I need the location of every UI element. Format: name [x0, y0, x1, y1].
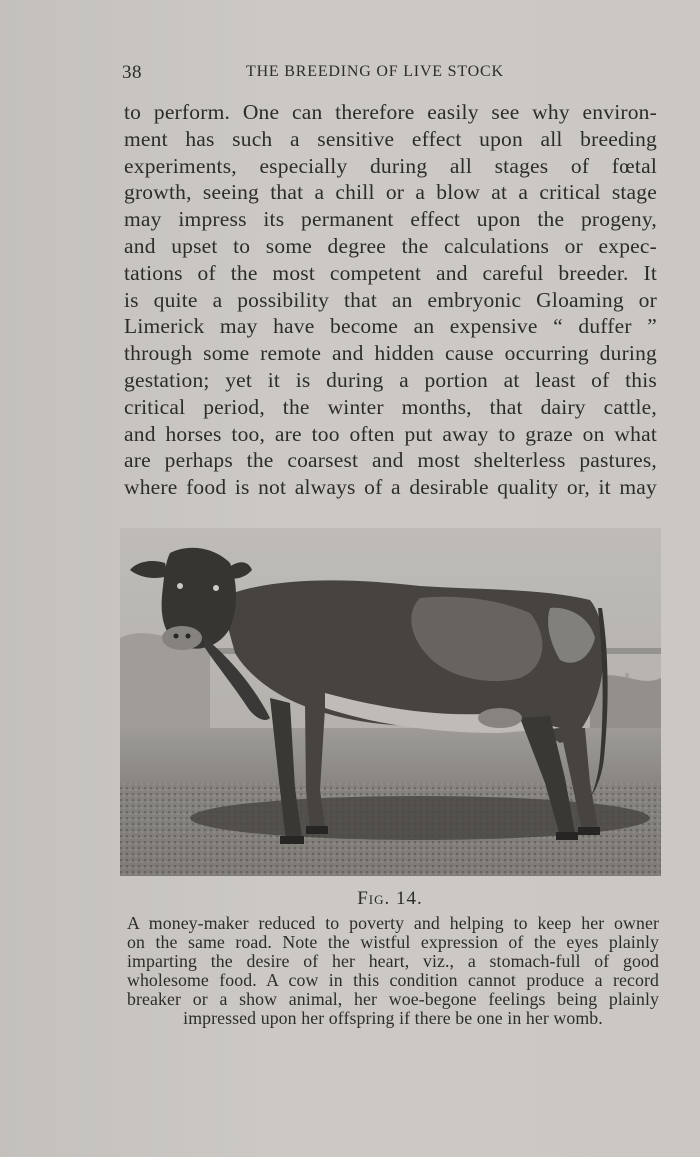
body-line: to perform. One can therefore easily see why environ- — [124, 100, 657, 124]
caption-line: A money-maker reduced to poverty and helping to keep her owner — [127, 913, 659, 933]
body-line: gestation; yet it is during a portion at least of this — [124, 367, 657, 392]
photo-illustration — [120, 528, 661, 876]
body-line: through some remote and hidden cause occurring during — [124, 341, 657, 366]
body-line: growth, seeing that a chill or a blow at a critical stage — [124, 180, 657, 205]
body-line: and upset to some degree the calculations or expec- — [124, 233, 657, 258]
body-paragraph — [124, 99, 657, 501]
body-line: experiments, especially during all stages of fœtal — [124, 153, 657, 178]
figure-label: Fig. 14. — [357, 888, 423, 909]
figure-caption — [127, 914, 659, 1028]
page-header — [122, 62, 658, 86]
caption-line: imparting the desire of her heart, viz., a stomach-full of good — [127, 951, 659, 971]
body-line: is quite a possibility that an embryonic Gloaming or — [124, 287, 657, 312]
body-line: tations of the most competent and careful breeder. It — [124, 260, 657, 285]
caption-line: wholesome food. A cow in this condition cannot produce a record — [127, 970, 659, 990]
body-line: ment has such a sensitive effect upon all breeding — [124, 126, 657, 151]
body-line: critical period, the winter months, that dairy cattle, — [124, 394, 657, 419]
running-title: THE BREEDING OF LIVE STOCK — [246, 63, 504, 80]
caption-line: on the same road. Note the wistful expression of the eyes plainly — [127, 932, 659, 952]
body-line: where food is not always of a desirable quality or, it may — [124, 475, 657, 500]
page-number: 38 — [122, 62, 142, 83]
body-line: may impress its permanent effect upon the progeny, — [124, 207, 657, 232]
caption-line: impressed upon her offspring if there be one in her womb. — [183, 1008, 603, 1028]
body-line: are perhaps the coarsest and most shelterless pastures, — [124, 448, 657, 473]
caption-line: breaker or a show animal, her woe-begone feelings being plainly — [127, 989, 659, 1009]
cow-photograph-icon — [120, 528, 661, 876]
body-line: and horses too, are too often put away to graze on what — [124, 421, 657, 446]
body-line: Limerick may have become an expensive “ duffer ” — [124, 314, 657, 339]
